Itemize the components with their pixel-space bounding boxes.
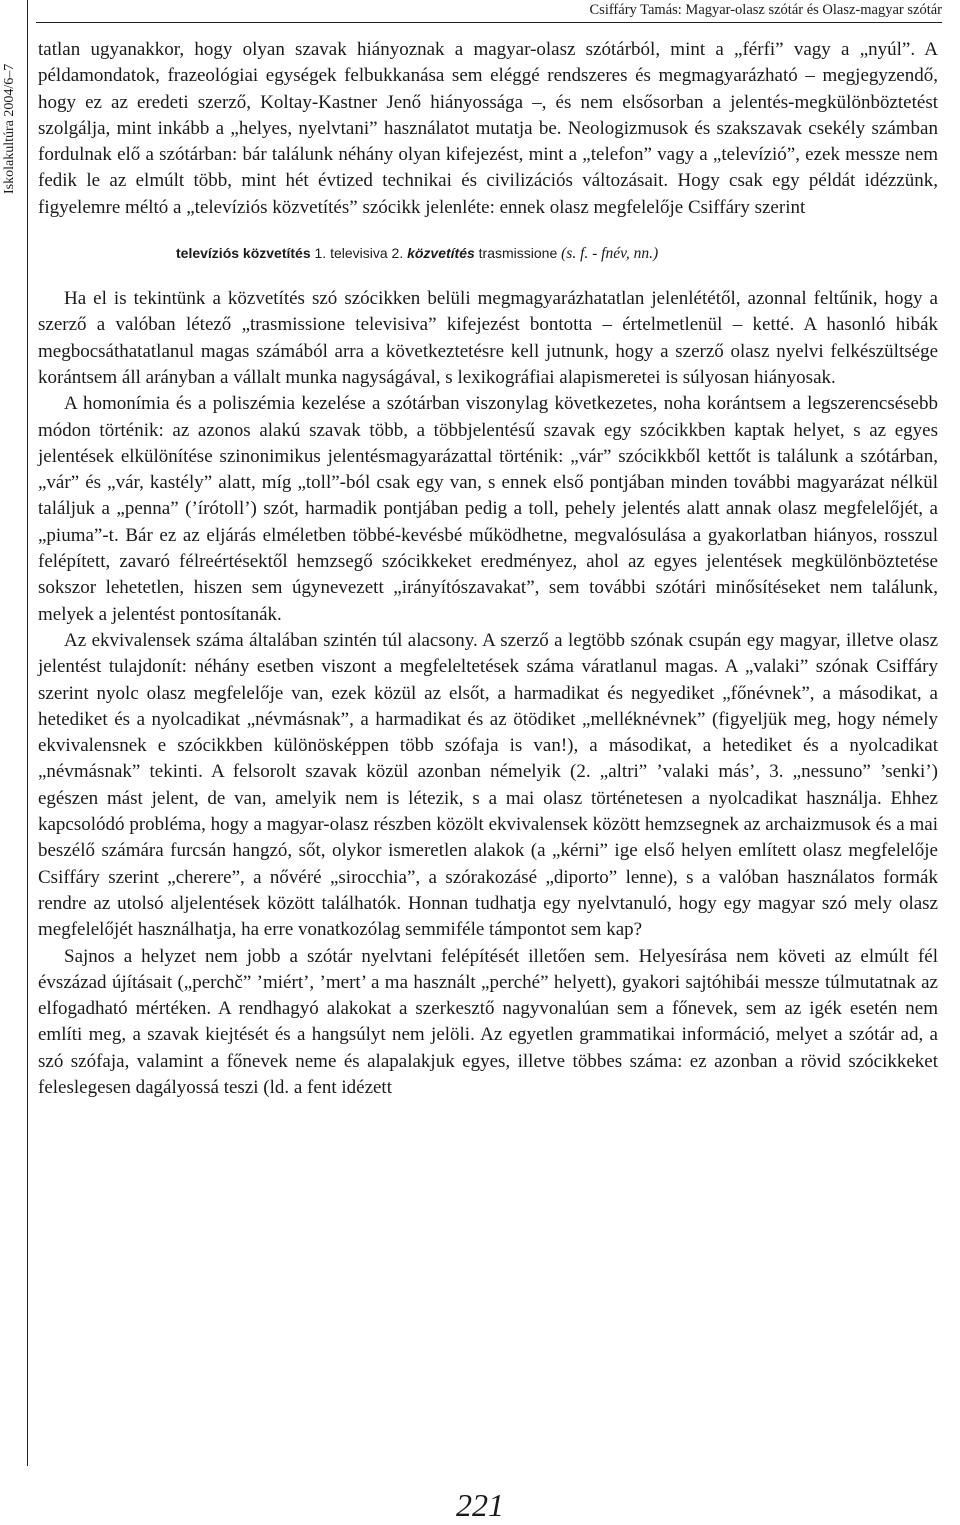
paragraph-1: tatlan ugyanakkor, hogy olyan szavak hiányoznak a magyar-olasz szótárból, mint a „férfi” vagy a „nyúl”. A példamondatok, frazeológiai egységek felbukkanása sem eléggé rendszeres és megmagyarázható – megjegyzendő, hogy ez az eredeti szerző, Koltay-Kastner Jenő hiányossága –, és nem elsősorban a jelentés-megkülönböztetést szolgálja, mint inkább a „helyes, nyelvtani” használatot mutatja be. Neologizmusok és szakszavak csekély számban fordulnak elő a szótárban: bár találunk néhány olyan kifejezést, mint a „telefon” vagy a „televízió”, ezek messze nem fedik le az elmúlt több, mint hét évtized technikai és civilizációs változásait. Hogy csak egy példát idézzünk, figyelemre méltó a „televíziós közvetítés” szócikk jelenléte: ennek olasz megfelelője Csiffáry szerint	[38, 39, 938, 218]
entry-sense-2-word: közvetítés	[407, 245, 475, 262]
side-label-container	[2, 8, 24, 208]
margin-rule	[27, 0, 28, 1466]
paragraph-4: Az ekvivalensek száma általában szintén túl alacsony. A szerző a legtöbb szónak csupán egy magyar, illetve olasz jelentést tulajdonít: néhány esetben viszont a megfeleltetések száma váratlanul magas. A „valaki” szónak Csiffáry szerint nyolc olasz megfelelője van, ezek közül az elsőt, a harmadikat és negyediket „főnévnek”, a másodikat, a hetediket és a nyolcadikat „névmásnak”, a harmadikat és az ötödiket „melléknévnek” (figyeljük meg, hogy némely ekvivalensnek e szócikkben különösképpen több szófaja is van!), a másodikat, a hetediket és a nyolcadikat „névmásnak” tekinti. A felsorolt szavak közül azonban némelyik (2. „altri” ’valaki más’, 3. „nessuno” ’senki’) egészen mást jelent, de van, amelyik nem is létezik, s a mai olasz történetesen a nyolcadikat használja. Ehhez kapcsolódó probléma, hogy a magyar-olasz részben közölt ekvivalensek között hemzsegnek az archaizmusok és a mai beszélő számára furcsán hangzó, sőt, olykor ismeretlen alakok (a „kérni” ige első helyen említett olasz megfelelője Csiffáry szerint „cherere”, a nővéré „sirocchia”, a szórakozásé „diporto” lenne), s a valóban használatos formák rendre az utolsó aljelentések között találhatók. Honnan tudhatja egy nyelvtanuló, hogy egy magyar szó mely olasz megfelelőjét használhatja, ha erre vonatkozólag semmiféle támpontot sem kap?	[38, 629, 938, 941]
entry-sense-2: trasmissione	[478, 245, 558, 262]
entry-sense-2-number: 2.	[391, 245, 404, 262]
entry-headword: televíziós közvetítés	[176, 245, 311, 262]
paragraph-5: Sajnos a helyzet nem jobb a szótár nyelvtani felépítését illetően sem. Helyesírása nem követi az elmúlt fél évszázad újításait („perchč” ’miért’, ’mert’ a ma használt „perché” helyett), gyakori sajtóhibái messze túlmutatnak az elfogadható mértéken. A rendhagyó alakokat a szerkesztő nagyvonalúan sem a főnevek, sem az igék esetén nem említi meg, a szavak kiejtését és a hangsúlyt nem jelöli. Az egyetlen grammatikai információ, melyet a szótár ad, a szó szófaja, valamint a főnevek neme és alapalakjuk egyes, illetve többes száma: ez azonban a rövid szócikkeket feleslegesen dagályossá teszi (ld. a fent idézett	[38, 945, 938, 1098]
running-title: Csiffáry Tamás: Magyar-olasz szótár és Olasz-magyar szótár	[589, 2, 942, 18]
entry-sense-1-number: 1.	[314, 245, 327, 262]
running-header	[36, 0, 942, 23]
page-number: 221	[456, 1487, 504, 1523]
entry-sense-1: televisiva	[330, 245, 388, 262]
article-body	[38, 37, 938, 1101]
entry-grammar-note: (s. f. - fnév, nn.)	[561, 245, 659, 263]
paragraph-2: Ha el is tekintünk a közvetítés szó szócikken belüli megmagyarázhatatlan jelenlététől, azonnal feltűnik, hogy a szerző a valóban létező „trasmissione televisiva” kifejezést bontotta – értelmetlenül – ketté. A hasonló hibák megbocsáthatatlanul magas számából arra a következtetésre kell jutnunk, hogy a szerző olasz nyelvi felkészültsége korántsem áll arányban a vállalt munka nagyságával, s lexikográfiai alapismeretei is súlyosan hiányosak.	[38, 288, 938, 388]
journal-side-label: Iskolakultúra 2004/6–7	[2, 63, 17, 194]
paragraph-3: A homonímia és a poliszémia kezelése a szótárban viszonylag következetes, noha korántsem a legszerencsésebb módon történik: az azonos alakú szavak több, a többjelentésű szavak egy szócikkben kaptak helyet, s az egyes jelentések elkülönítése szinonimikus jelentésmagyarázattal történik: „vár” szócikkből kettőt is találunk a szótárban, „vár” és „vár, kastély” alatt, míg „toll”-ból csak egy van, s ennek első pontjában minden további magyarázat nélkül találjuk a „penna” (’írótoll’) szót, harmadik pontjában pedig a toll, pehely jelentés alatt annak olasz megfelelőjét, a „piuma”-t. Bár ez az eljárás elméletben többé-kevésbé működhetne, megvalósulása a gyakorlatban hiányos, rosszul felépített, zavaró félreértésektől hemzsegő szócikkeket eredményez, ahol az egyes jelentések megkülönböztetése sokszor lehetetlen, hiszen sem úgynevezett „irányítószavakat”, sem további szótári minősítéseket nem találunk, melyek a jelentést pontosítanák.	[38, 393, 938, 625]
dictionary-entry-example	[176, 243, 938, 264]
